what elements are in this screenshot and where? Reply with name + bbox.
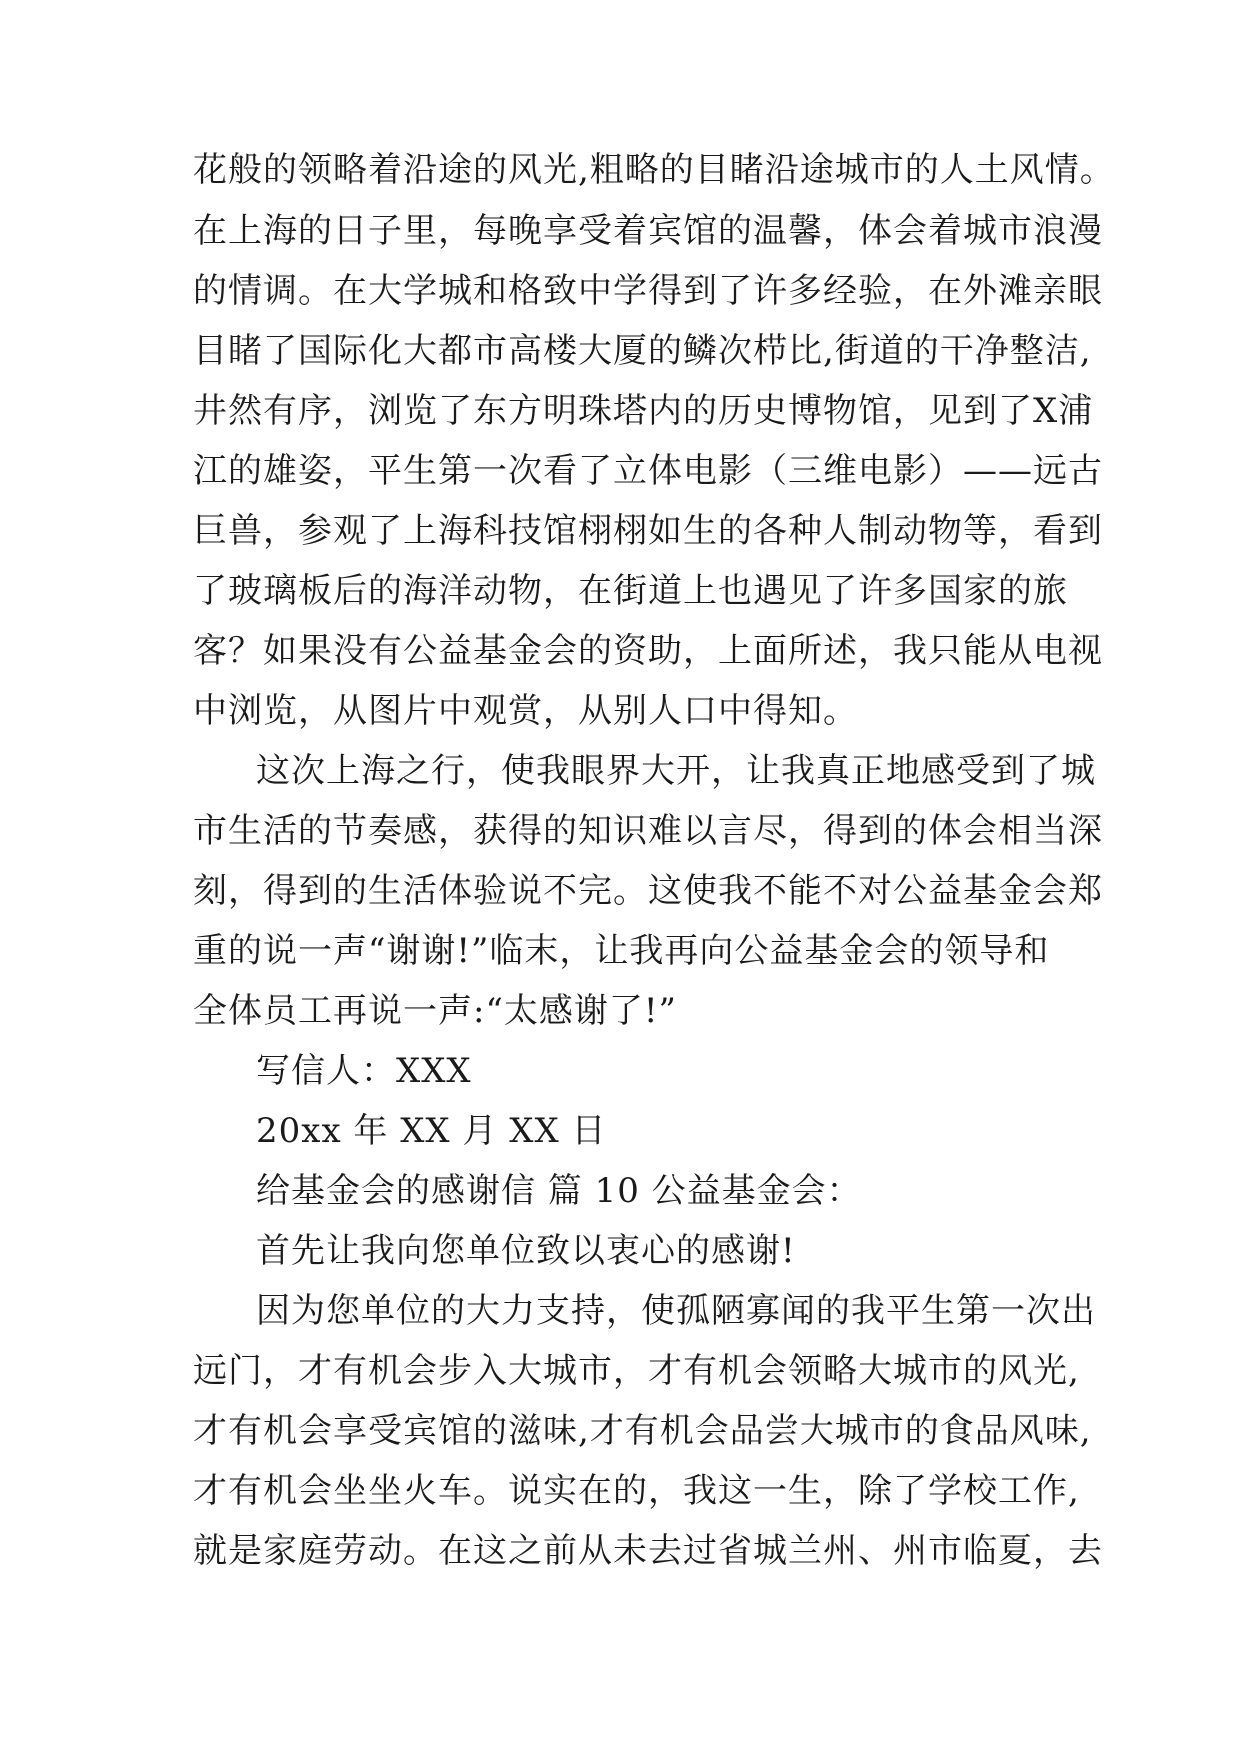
paragraph-line: 就是家庭劳动。在这之前从未去过省城兰州、州市临夏，去 — [193, 1531, 1103, 1571]
paragraph-line: 井然有序，浏览了东方明珠塔内的历史博物馆，见到了X浦 — [193, 391, 1094, 431]
paragraph-line: 这次上海之行，使我眼界大开，让我真正地感受到了城 — [256, 751, 1096, 791]
paragraph-line: 市生活的节奏感，获得的知识难以言尽，得到的体会相当深 — [193, 811, 1103, 851]
paragraph-line: 才有机会享受宾馆的滋味,才有机会品尝大城市的食品风味, — [193, 1411, 1092, 1451]
paragraph-line: 远门，才有机会步入大城市，才有机会领略大城市的风光, — [193, 1351, 1080, 1391]
paragraph-line: 了玻璃板后的海洋动物，在街道上也遇见了许多国家的旅 — [193, 571, 1068, 611]
paragraph-line: 花般的领略着沿途的风光,粗略的目睹沿途城市的人土风情。 — [193, 150, 1115, 190]
paragraph-line: 江的雄姿，平生第一次看了立体电影（三维电影）——远古 — [193, 451, 1103, 491]
paragraph-line: 重的说一声“谢谢!”临末，让我再向公益基金会的领导和 — [193, 931, 1050, 971]
paragraph-line: 才有机会坐坐火车。说实在的，我这一生，除了学校工作, — [193, 1471, 1080, 1511]
paragraph-line: 首先让我向您单位致以衷心的感谢! — [256, 1231, 796, 1271]
section-heading: 给基金会的感谢信 篇 10 公益基金会： — [256, 1171, 862, 1211]
paragraph-line: 在上海的日子里，每晚享受着宾馆的温馨，体会着城市浪漫 — [193, 211, 1103, 251]
paragraph-line: 巨兽，参观了上海科技馆栩栩如生的各种人制动物等，看到 — [193, 511, 1103, 551]
paragraph-line: 中浏览，从图片中观赏，从别人口中得知。 — [193, 691, 858, 731]
paragraph-line: 的情调。在大学城和格致中学得到了许多经验，在外滩亲眼 — [193, 271, 1103, 311]
signature-line: 写信人：XXX — [256, 1051, 472, 1091]
paragraph-line: 因为您单位的大力支持，使孤陋寡闻的我平生第一次出 — [256, 1291, 1096, 1331]
date-line: 20xx 年 XX 月 XX 日 — [256, 1111, 607, 1151]
paragraph-line: 客？如果没有公益基金会的资助，上面所述，我只能从电视 — [193, 631, 1103, 671]
paragraph-line: 刻，得到的生活体验说不完。这使我不能不对公益基金会郑 — [193, 871, 1103, 911]
paragraph-line: 全体员工再说一声:“太感谢了!” — [193, 991, 677, 1031]
paragraph-line: 目睹了国际化大都市高楼大厦的鳞次栉比,街道的干净整洁, — [193, 331, 1092, 371]
